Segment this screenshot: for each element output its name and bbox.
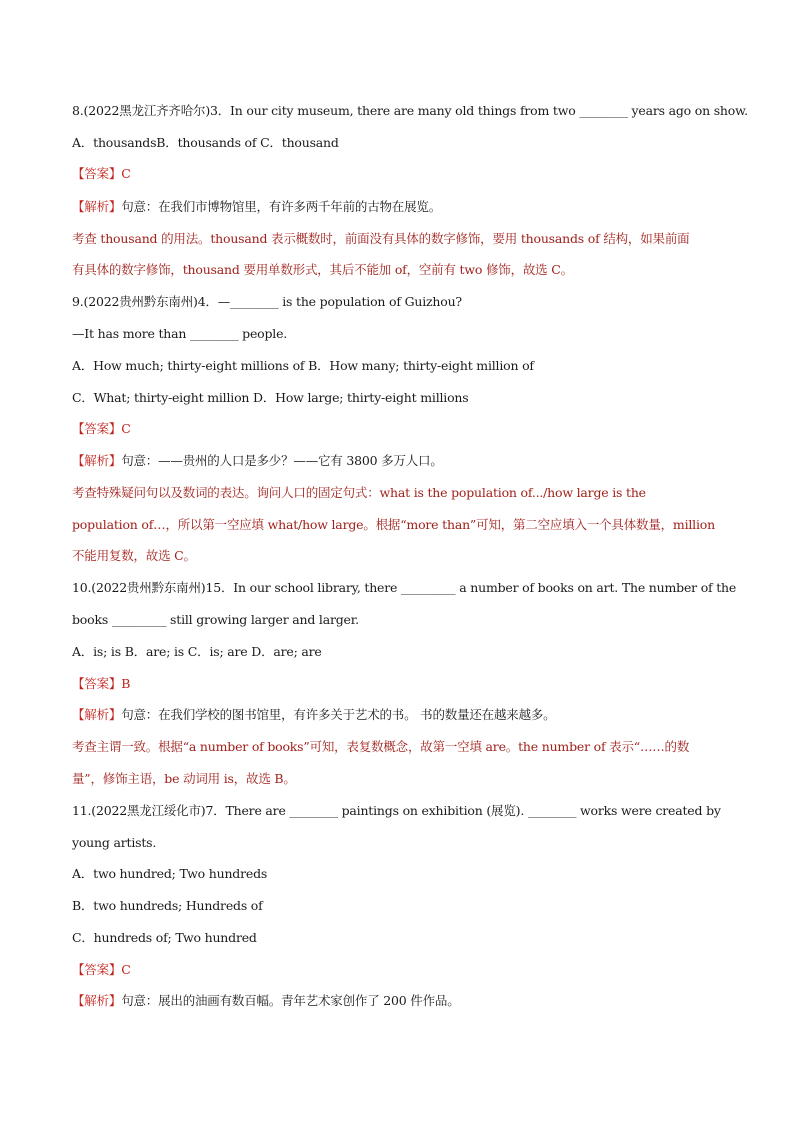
question-8-stem: 8.(2022黑龙江齐齐哈尔)3．In our city museum, there are many old things from two ________ years ago on show.: [72, 103, 748, 118]
question-8-options: A．thousandsB．thousands of C．thousand: [72, 135, 339, 150]
question-9-answer: [72, 421, 131, 437]
question-10-explain-1: 考查主谓一致。根据“a number of books”可知，表复数概念，故第一空填 are。the number of 表示“……的数: [72, 739, 690, 754]
analysis-tag: 【解析】: [72, 453, 122, 468]
question-10-options: A．is; is B．are; is C．is; are D．are; are: [72, 644, 322, 659]
question-8-explain-1: 考查 thousand 的用法。thousand 表示概数时，前面没有具体的数字修饰，要用 thousands of 结构，如果前面: [72, 231, 690, 246]
question-9-stem-2: —It has more than ________ people.: [72, 326, 288, 341]
question-9-explain-1: 考查特殊疑问句以及数词的表达。询问人口的固定句式：what is the population of.../how large is the: [72, 485, 646, 500]
question-10-stem-1: 10.(2022贵州黔东南州)15．In our school library, there _________ a number of books on art. The number of the: [72, 580, 737, 595]
question-9-explain-3: 不能用复数，故选 C。: [72, 548, 196, 563]
question-10-explain-2: 量”，修饰主语，be 动词用 is，故选 B。: [72, 771, 296, 786]
answer-value: B: [121, 676, 131, 691]
analysis-tag: 【解析】: [72, 993, 122, 1008]
question-8-answer: [72, 166, 131, 182]
answer-value: C: [121, 421, 131, 436]
question-11-stem-1: 11.(2022黑龙江绥化市)7．There are ________ paintings on exhibition (展览). ________ works were created by: [72, 803, 721, 818]
question-11-analysis: [72, 993, 460, 1009]
question-11-stem-2: young artists.: [72, 835, 157, 850]
question-11-answer: [72, 962, 131, 978]
answer-tag: 【答案】: [72, 421, 122, 436]
answer-value: C: [121, 166, 131, 181]
answer-tag: 【答案】: [72, 962, 122, 977]
question-9-options-1: A．How much; thirty-eight millions of B．How many; thirty-eight million of: [72, 358, 534, 373]
question-10-answer: [72, 676, 130, 692]
question-9-options-2: C．What; thirty-eight million D．How large; thirty-eight millions: [72, 390, 469, 405]
question-8-explain-2: 有具体的数字修饰，thousand 要用单数形式，其后不能加 of，空前有 two 修饰，故选 C。: [72, 262, 573, 277]
analysis-text: 句意：在我们学校的图书馆里，有许多关于艺术的书。 书的数量还在越来越多。: [121, 707, 556, 722]
question-11-option-b: B．two hundreds; Hundreds of: [72, 898, 263, 913]
question-9-analysis: [72, 453, 443, 469]
answer-tag: 【答案】: [72, 166, 122, 181]
analysis-tag: 【解析】: [72, 707, 122, 722]
question-8-analysis: [72, 199, 441, 215]
question-9-explain-2: population of…，所以第一空应填 what/how large。根据“more than”可知，第二空应填入一个具体数量，million: [72, 517, 715, 532]
question-10-stem-2: books _________ still growing larger and larger.: [72, 612, 359, 627]
analysis-text: 句意：展出的油画有数百幅。青年艺术家创作了 200 件作品。: [121, 993, 460, 1008]
analysis-text: 句意：——贵州的人口是多少？——它有 3800 多万人口。: [121, 453, 443, 468]
question-11-option-c: C．hundreds of; Two hundred: [72, 930, 257, 945]
question-9-stem-1: 9.(2022贵州黔东南州)4．—________ is the population of Guizhou?: [72, 294, 462, 309]
answer-value: C: [121, 962, 131, 977]
analysis-tag: 【解析】: [72, 199, 122, 214]
answer-tag: 【答案】: [72, 676, 122, 691]
question-11-option-a: A．two hundred; Two hundreds: [72, 866, 268, 881]
analysis-text: 句意：在我们市博物馆里，有许多两千年前的古物在展览。: [121, 199, 442, 214]
question-10-analysis: [72, 707, 555, 723]
